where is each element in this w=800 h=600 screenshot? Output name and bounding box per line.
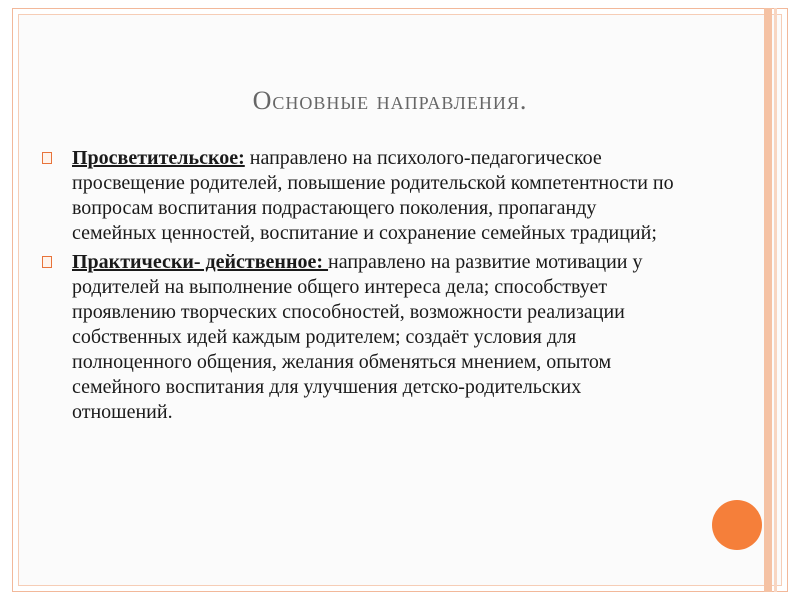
bullet-square-icon <box>42 152 52 164</box>
bullet-square-icon <box>42 256 52 268</box>
list-item <box>40 250 680 425</box>
right-decor-band-thin <box>774 8 777 592</box>
item-text: направлено на развитие мотивации у родителей на выполнение общего интереса дела; способствует проявлению творческих способностей, возможности реализации собственных идей каждым родителем; создаёт условия для полноценного общения, желания обменяться мнением, опытом семейного воспитания для улучшения детско-родительских отношений. <box>72 251 643 423</box>
slide-title: Основные направления. <box>252 86 528 115</box>
item-term: Просветительское: <box>72 147 245 169</box>
orange-circle-decor <box>712 500 762 550</box>
right-decor-band <box>764 8 772 592</box>
list-item <box>40 146 680 246</box>
item-text: направлено на психолого-педагогическое просвещение родителей, повышение родительской компетентности по вопросам воспитания подрастающего поколения, пропаганду семейных ценностей, воспитание и сохранение семейных традиций; <box>72 147 674 244</box>
item-term: Практически- действенное: <box>72 251 329 273</box>
bullet-list <box>40 146 680 429</box>
